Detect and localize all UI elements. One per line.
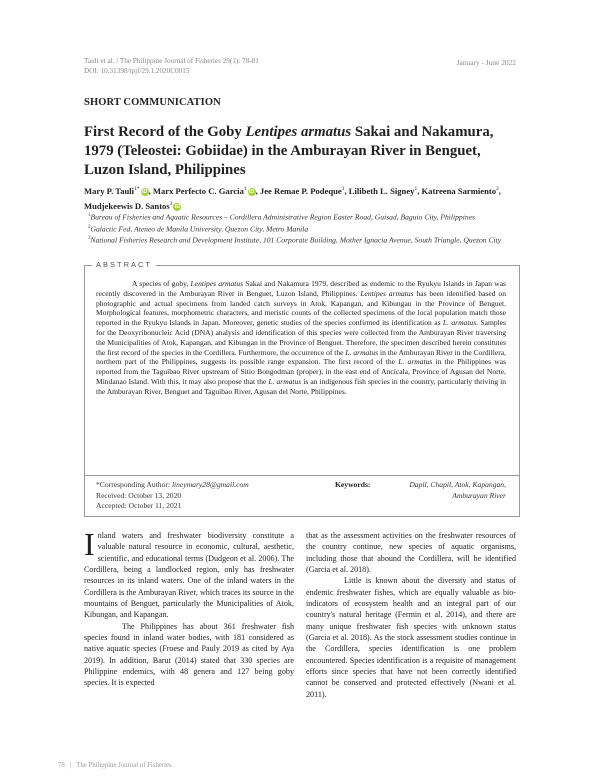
author-name: Katreena Sarmiento <box>421 185 497 196</box>
correspondence-block <box>96 480 316 512</box>
abstract-text <box>96 279 506 397</box>
affiliation-text: Bureau of Fisheries and Aquatic Resources – Cordillera Administrative Region Easter Road, Guisad, Baguio City, Philippines <box>90 212 475 222</box>
affiliation-text: Galactic Fed, Ateneo de Manila University, Quezon City, Metro Manila <box>90 224 309 234</box>
article-title <box>84 123 524 180</box>
author-affiliation-marker: 3 <box>169 200 173 207</box>
corresponding-author <box>96 480 316 491</box>
author-affiliation-marker: 1 <box>414 186 418 192</box>
body-paragraph: Little is known about the diversity and status of endemic freshwater fishes, which are equally valuable as bio-indicators of ecosystem health and an integral part of our country's natural heritage (Fermin et al. 2014), and there are many unique freshwater fish species with unknown status (Garcia et al. 2018). As the stock assessment studies continue in the Cordillera, species identification is one problem encountered. Species identification is a requisite of management efforts since species that have not been correctly identified cannot be conserved and protected effectively (Nwani et al. 2011). <box>306 576 516 699</box>
abstract-segment: Sakai and Nakamura 1979, described as endemic to the Ryukyu Islands in Japan was recently discovered in the Amburayan River in Benguet, Luzon Island, Philippines. <box>96 279 506 298</box>
author-name: Lilibeth L. Signey <box>348 185 415 196</box>
species-name: L. armatus <box>442 318 477 328</box>
abstract-segment: A species of goby, <box>132 279 191 288</box>
abstract-segment: has been identified based on photographic and actual specimens from landed catch surveys in Atok, Kapangan, and Kibungan in the Province of Benguet. Morphological features, morphometric characters, and meristic counts of the collected specimens of the local population match those reported in the Ryukyu Islands in Japan. Moreover, genetic studies of the species confirmed its identification as <box>96 288 507 328</box>
author-name: Mudjekeewis D. Santos <box>84 200 170 211</box>
abstract-segment: in the Amburayan River in the Cordillera, northern part of the Philippines, suggests its possible range expansion. The first record of the <box>96 347 506 367</box>
affiliation-text: National Fisheries Research and Development Institute, 101 Corporate Building, Mother Ignacia Avenue, South Triangle, Quezon City <box>90 236 502 245</box>
body-column-right <box>306 530 516 700</box>
affiliation-marker: 2 <box>88 224 91 230</box>
keywords-values <box>380 480 506 501</box>
species-name: L. armatus <box>398 357 433 367</box>
author-name: Jee Remae P. Podeque <box>259 185 342 196</box>
title-part-2: Sakai and Nakamura, 1979 (Teleostei: Gobiidae) in the Amburayan River in Benguet, Luzon Island, Philippines <box>84 124 494 178</box>
abstract-segment: in the Philippines was reported from the Taguibao River upstream of Sitio Bongodman (proper), in the east end of Ancicala, Province of Agusan del Norte, Mindanao Island. With this, it may also propose that the <box>96 357 507 386</box>
title-species: Lentipes armatus <box>245 124 352 140</box>
corresponding-email[interactable]: lineymary28@gmail.com <box>171 480 249 489</box>
author-list: Mary P. Tauli$^{1*}$ iD, Marx Perfecto C. Garcia$^1$ iD, Jee Remae P. Podeque$^1$, Lilibeth L. Signey$^1$, Katreena Sarmiento$^2$, Mudjekeewis D. Santos$^3$ iD <box>84 185 501 211</box>
author-name: Mary P. Tauli <box>84 185 135 196</box>
author-affiliation-marker: 1 <box>341 186 345 192</box>
species-name: Lentipes armatus <box>360 288 414 298</box>
body-paragraph: The Philippines has about 361 freshwater fish species found in inland water bodies, with 181 considered as native aquatic species (Froese and Pauly 2019 as cited by Aya 2019). In addition, Barut (2014) stated that 330 species are Philippine endemics, with 48 genera and 127 being goby species. It is expected <box>84 621 294 688</box>
received-date: Received: October 13, 2020 <box>96 490 182 500</box>
orcid-icon[interactable]: iD <box>248 188 255 195</box>
issue-date: January - June 2022 <box>456 58 516 67</box>
accepted-date: Accepted: October 11, 2021 <box>96 501 182 511</box>
page-footer <box>58 762 172 769</box>
species-name: L. armatus <box>268 376 302 386</box>
affiliation-marker: 1 <box>88 213 91 218</box>
paragraph-text: nland waters and freshwater biodiversity constitute a valuable natural resource in economic, cultural, aesthetic, scientific, and educational terms (Dudgeon et al. 2006). The Cordillera, being a landlocked region, only has freshwater resources in its inland waters. One of the inland waters in the Cordillera is the Amburayan River, which traces its source in the mountains of Benguet, particularly the Municipalities of Atok, Kibungan, and Kapangan. <box>84 531 294 620</box>
journal-name: The Philippine Journal of Fisheries <box>76 762 172 769</box>
body-paragraph <box>84 526 294 621</box>
author-affiliation-marker: 1 <box>243 186 247 192</box>
drop-cap: I <box>84 526 95 562</box>
author-name: Marx Perfecto C. Garcia <box>152 185 244 196</box>
keywords-label: Keywords: <box>335 480 371 489</box>
affiliation <box>84 223 524 235</box>
keywords-line: Dapil, Chapil, Atok, Kapangan, <box>409 480 506 489</box>
keywords-line: Amburayan River <box>452 490 506 500</box>
section-label: SHORT COMMUNICATION <box>84 97 221 108</box>
abstract-segment: . Samples for the Deoxyribonucleic Acid (DNA) analysis and identification of this species were collected from the Amburayan River traversing the Municipalities of Atok, Kapangan, and Kibungan in the Province of Benguet. Therefore, the specimen described herein constitutes the first record of the species in the Cordillera. Furthermore, the occurrence of the <box>96 318 506 357</box>
orcid-icon[interactable]: iD <box>174 203 181 210</box>
footer-separator: | <box>69 762 72 769</box>
affiliation <box>84 234 524 246</box>
affiliation-list <box>84 211 524 246</box>
citation-line: Tauli et al. / The Philippine Journal of Fisheries 29(1): 78-81 <box>84 57 259 65</box>
species-name: Lentipes armatus <box>190 279 244 288</box>
doi-line: DOI: 10.31398/tpjf/29.1.2020C0015 <box>84 67 190 75</box>
orcid-icon[interactable]: iD <box>141 188 148 195</box>
author-affiliation-marker: 2 <box>496 186 499 192</box>
body-column-left <box>84 526 294 689</box>
page-number: 78 <box>58 762 65 769</box>
abstract-heading: ABSTRACT <box>92 260 156 269</box>
title-part-1: First Record of the Goby <box>84 124 246 140</box>
body-paragraph: that as the assessment activities on the freshwater resources of the country continue, new species of aquatic organisms, including those that abound the Cordillera, will be identified (Garcia et al. 2018). <box>306 531 516 575</box>
abstract-segment: is an indigenous fish species in the country, particularly thriving in the Amburayan River, Benguet and Taguibao River, Agusan del Norte, Philippines. <box>96 376 506 396</box>
author-affiliation-marker: 1* <box>134 186 140 192</box>
running-head-citation <box>84 56 344 76</box>
species-name: L. armatus <box>345 347 379 357</box>
corresponding-label: *Corresponding Author: <box>96 480 172 489</box>
affiliation-marker: 3 <box>88 236 91 242</box>
affiliation <box>84 211 524 223</box>
